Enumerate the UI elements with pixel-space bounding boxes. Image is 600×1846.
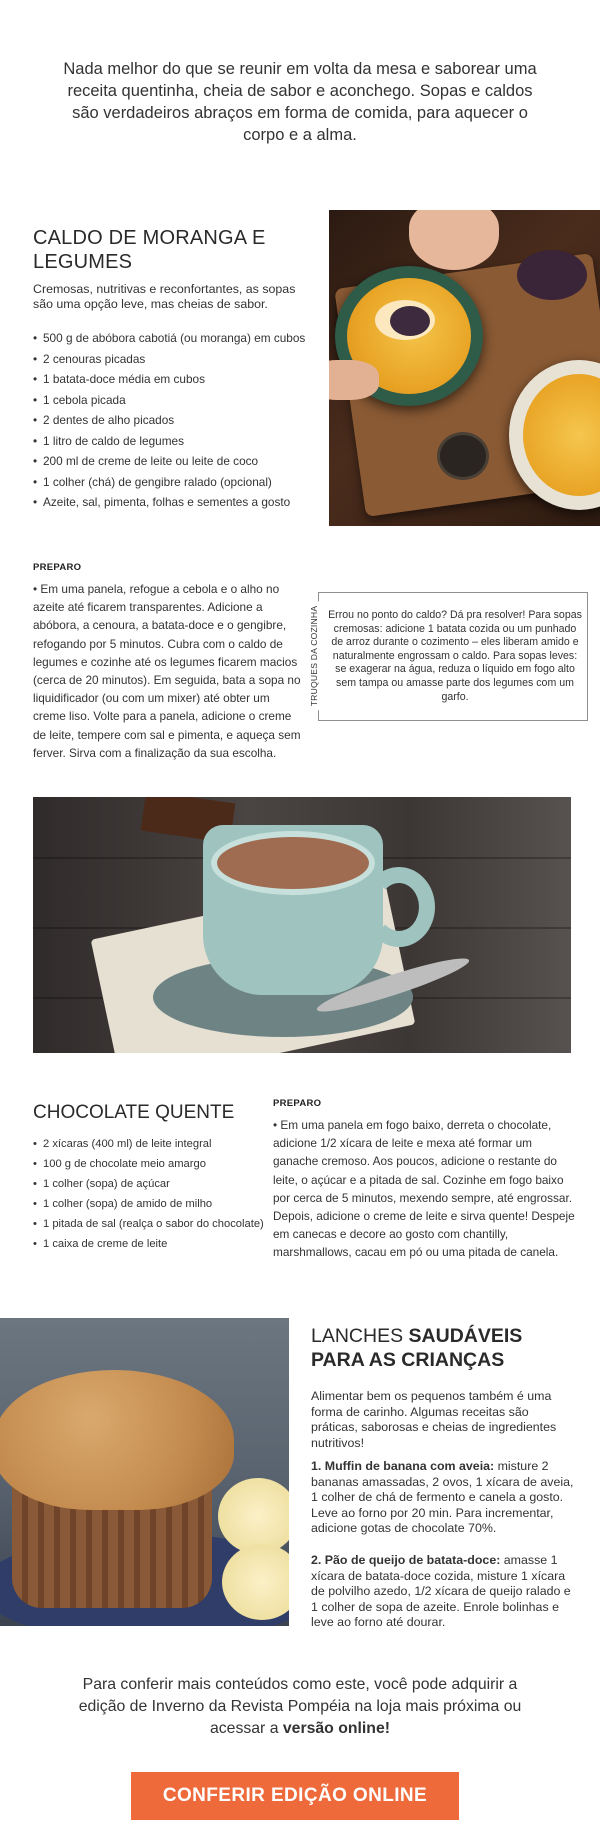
- list-item: • 200 ml de creme de leite ou leite de coco: [33, 451, 323, 472]
- snack-item: [311, 1459, 579, 1537]
- soup-intro: Cremosas, nutritivas e reconfortantes, as sopas são uma opção leve, mas cheias de sabor.: [33, 282, 296, 311]
- chocolate-ingredient-list: [33, 1134, 273, 1254]
- outro-text: Para conferir mais conteúdos como este, você pode adquirir a edição de Inverno da Revista Pompéia na loja mais próxima ou acessar a: [78, 1676, 522, 1737]
- hand: [409, 210, 499, 270]
- snacks-title-light: LANCHES: [311, 1325, 409, 1347]
- chocolate-prep-text: • Em uma panela em fogo baixo, derreta o chocolate, adicione 1/2 xícara de leite e mexa até formar um ganache cremoso. Aos poucos, adicione o restante do leite, o açúcar e a pitada de sal. Cozinhe em fogo baixo por cerca de 5 minutos, mexendo sempre, até engrossar. Depois, adicione o creme de leite e sirva quente! Despeje em canecas e decore ao gosto com chantilly, marshmallows, cacau em pó ou uma pitada de canela.: [273, 1118, 575, 1260]
- snack-item-text: amasse 1 xícara de batata-doce cozida, misture 1 xícara de polvilho azedo, 1/2 xícara de queijo ralado e 1 colher de sopa de azeite. Enrole bolinhas e leve ao forno até dourar.: [311, 1553, 571, 1630]
- list-item: • 1 cebola picada: [33, 390, 323, 411]
- kitchen-tips-label-wrap: [304, 588, 324, 724]
- banana-slice: [218, 1478, 289, 1554]
- list-item: • 500 g de abóbora cabotiá (ou moranga) em cubos: [33, 328, 323, 349]
- list-item: • 1 colher (sopa) de açúcar: [33, 1174, 273, 1194]
- snack-item-text: misture 2 bananas amassadas, 2 ovos, 1 xícara de aveia, 1 colher de chá de fermento e canela a gosto. Leve ao forno por 20 min. Para incrementar, adicione gotas de chocolate 70%.: [311, 1459, 574, 1536]
- online-version-link[interactable]: versão online!: [282, 1720, 390, 1737]
- snacks-title: [311, 1324, 581, 1372]
- list-item: • 100 g de chocolate meio amargo: [33, 1154, 273, 1174]
- hot-chocolate-photo: [33, 797, 571, 1053]
- snacks-title-bold: SAUDÁVEIS: [408, 1325, 523, 1347]
- intro-paragraph: Nada melhor do que se reunir em volta da mesa e saborear uma receita quentinha, cheia de sabor e aconchego. Sopas e caldos são verdadeiros abraços em forma de comida, para aquecer o corpo e a alma.: [63, 60, 537, 144]
- soup-ingredient-list: [33, 328, 323, 513]
- cocoa-surface: [211, 831, 375, 895]
- soup-title: CALDO DE MORANGA E LEGUMES: [33, 227, 266, 273]
- muffin-top: [0, 1370, 234, 1510]
- view-online-edition-button[interactable]: CONFERIR EDIÇÃO ONLINE: [131, 1772, 459, 1820]
- snacks-title-bold-2: PARA AS CRIANÇAS: [311, 1349, 505, 1371]
- snack-item-heading: 1. Muffin de banana com aveia:: [311, 1459, 495, 1473]
- soup-photo: [329, 210, 600, 526]
- snack-item: [311, 1553, 579, 1631]
- list-item: • 1 batata-doce média em cubos: [33, 369, 323, 390]
- list-item: • 1 colher (sopa) de amido de milho: [33, 1194, 273, 1214]
- list-item: • 1 colher (chá) de gengibre ralado (opcional): [33, 472, 323, 493]
- list-item: • 2 xícaras (400 ml) de leite integral: [33, 1134, 273, 1154]
- list-item: • 2 dentes de alho picados: [33, 410, 323, 431]
- hand: [329, 360, 379, 400]
- snack-item-heading: 2. Pão de queijo de batata-doce:: [311, 1553, 501, 1567]
- chocolate-prep-label: PREPARO: [273, 1098, 322, 1109]
- kitchen-tips-label: TRUQUES DA COZINHA: [309, 602, 319, 711]
- list-item: • Azeite, sal, pimenta, folhas e sementes a gosto: [33, 492, 323, 513]
- chocolate-title: CHOCOLATE QUENTE: [33, 1102, 235, 1123]
- list-item: • 1 caixa de creme de leite: [33, 1234, 273, 1254]
- outro-paragraph: [78, 1674, 522, 1740]
- seed-bowl: [437, 432, 489, 480]
- snacks-intro: Alimentar bem os pequenos também é uma forma de carinho. Algumas receitas são práticas, saborosas e cheias de ingredientes nutritivos!: [311, 1389, 557, 1450]
- kitchen-tips-text: Errou no ponto do caldo? Dá pra resolver! Para sopas cremosas: adicione 1 batata cozida ou um punhado de arroz durante o cozimento – eles liberam amido e naturalmente engrossam o caldo. Para sopas leves: se exagerar na água, reduza o líquido em fogo alto sem tampa ou amasse parte dos legumes com um garfo.: [328, 609, 582, 703]
- mug-handle: [363, 867, 435, 947]
- soup-prep-label: PREPARO: [33, 562, 82, 573]
- muffin-photo: [0, 1318, 289, 1626]
- list-item: • 1 pitada de sal (realça o sabor do chocolate): [33, 1214, 273, 1234]
- soup-prep-text: • Em uma panela, refogue a cebola e o alho no azeite até ficarem transparentes. Adicione a abóbora, a cenoura, a batata-doce e o gengibre, refogando por 5 minutos. Cubra com o caldo de legumes e cozinhe até os legumes ficarem macios (cerca de 20 minutos). Em seguida, bata a sopa no liquidificador (ou com um mixer) até obter um creme liso. Volte para a panela, adicione o creme de leite, tempere com sal e pimenta, e aqueça sem ferver. Sirva com a finalização da sua escolha.: [33, 582, 301, 760]
- list-item: • 1 litro de caldo de legumes: [33, 431, 323, 452]
- list-item: • 2 cenouras picadas: [33, 349, 323, 370]
- herbs: [517, 250, 587, 300]
